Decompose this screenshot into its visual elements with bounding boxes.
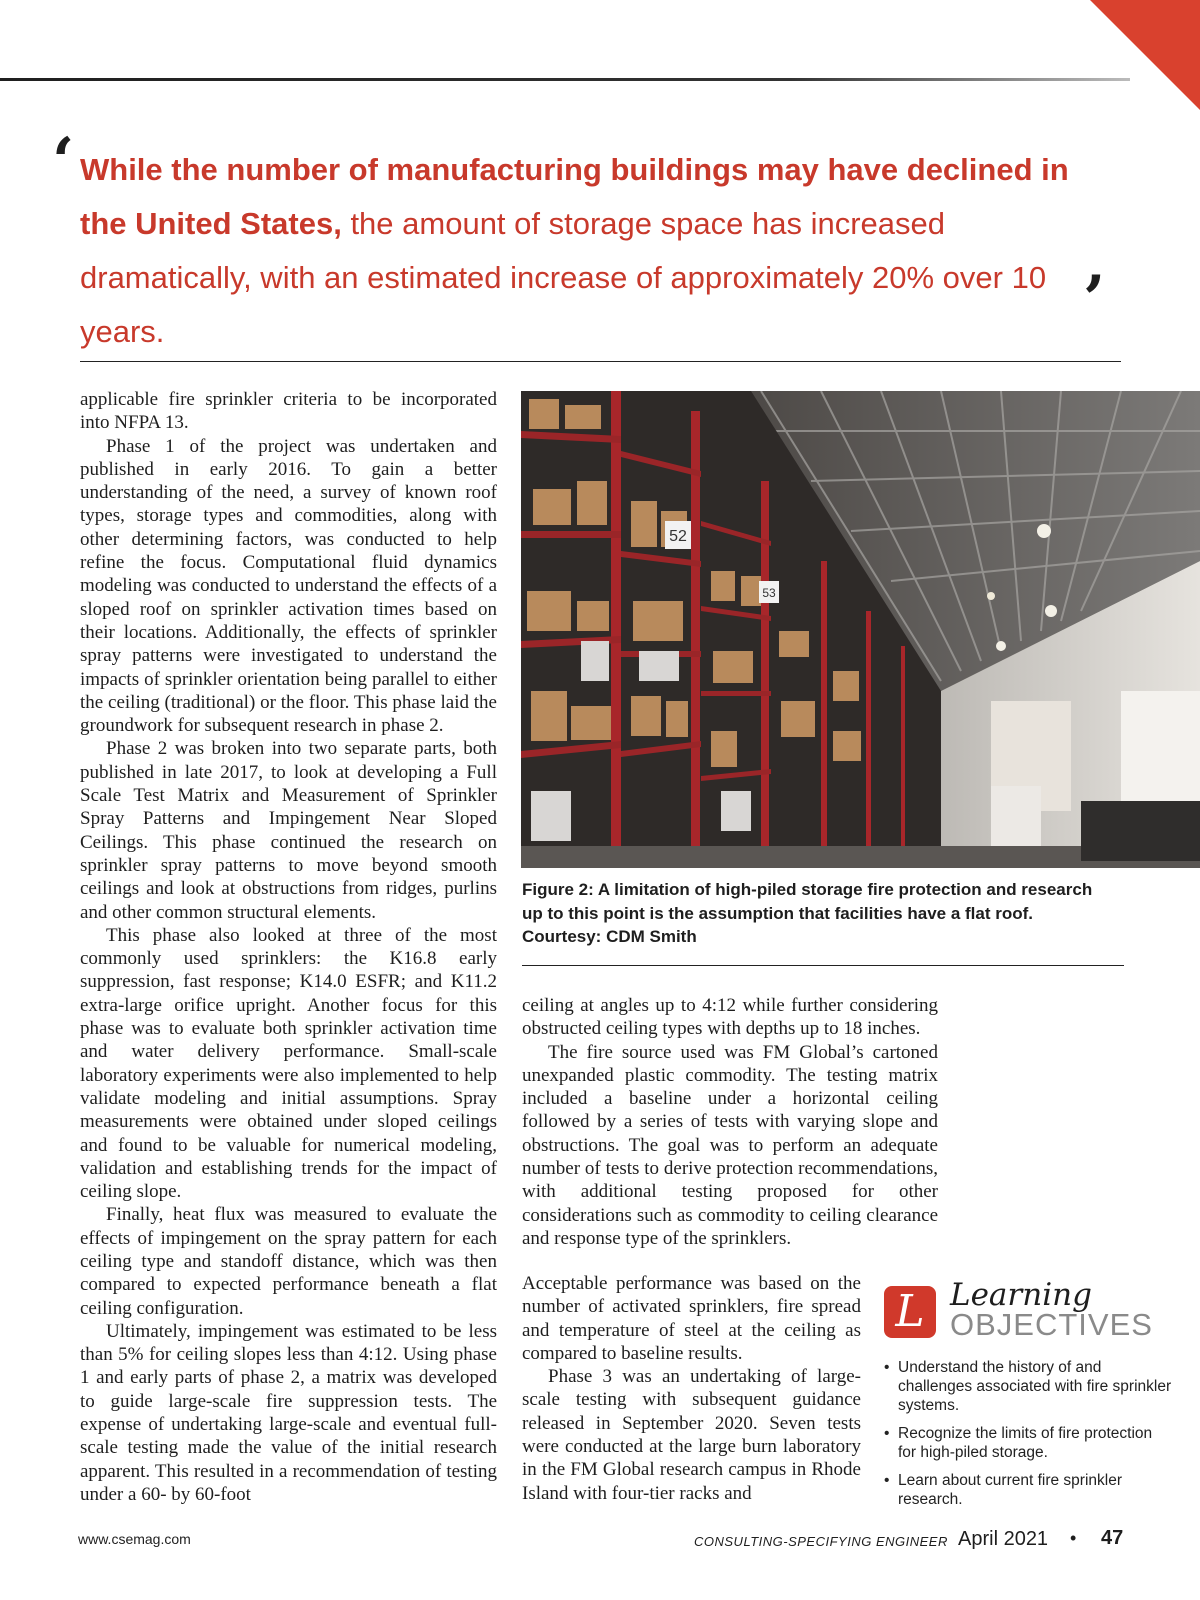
- learning-objectives-badge-icon: L: [884, 1286, 936, 1338]
- corner-accent-triangle: [1090, 0, 1200, 110]
- pull-quote-bold: While the number of manufacturing buildings may have declined in the United States,: [80, 152, 1069, 241]
- list-item: • Recognize the limits of fire protection for high-piled storage.: [884, 1424, 1174, 1462]
- footer-magazine-name: CONSULTING-SPECIFYING ENGINEER: [694, 1534, 948, 1549]
- section-rule: [80, 361, 1121, 362]
- paragraph: Acceptable performance was based on the number of activated sprinklers, fire spread and temperature of steel at the ceiling as compared to baseline results.: [522, 1273, 861, 1364]
- list-item: • Learn about current fire sprinkler research.: [884, 1471, 1174, 1509]
- close-quote-icon: ’: [1083, 262, 1106, 337]
- figure-caption: Figure 2: A limitation of high-piled storage fire protection and research up to this point is the assumption that facilities have a flat roof. Courtesy: CDM Smith: [522, 880, 1093, 946]
- paragraph: applicable fire sprinkler criteria to be incorporated into NFPA 13.: [80, 389, 497, 434]
- footer-separator: •: [1070, 1528, 1077, 1548]
- open-quote-icon: ‘: [52, 124, 75, 199]
- warehouse-photo-illustration: [521, 391, 1200, 868]
- warehouse-photo: [521, 391, 1200, 868]
- learning-objectives-list: [884, 1358, 1174, 1518]
- paragraph: The fire source used was FM Global’s cartoned unexpanded plastic commodity. The testing matrix included a baseline under a horizontal ceiling followed by a series of tests with varying slope and obstructions. The goal was to perform an adequate number of tests to derive protection recommendations, with additional testing proposed for other considerations such as commodity to ceiling clearance and response type of the sprinklers.: [522, 1041, 938, 1249]
- body-column-left: [80, 388, 497, 1506]
- rack-label: 52: [669, 528, 687, 545]
- pull-quote: [80, 143, 1120, 359]
- pull-quote-rest: the amount of storage space has increased dramatically, with an estimated increase of approximately 20% over 10 years.: [80, 206, 1047, 349]
- paragraph: Finally, heat flux was measured to evaluate the effects of impingement on the spray pattern for each ceiling type and standoff distance, which was then compared to expected performance beneath a flat ceiling configuration.: [80, 1204, 497, 1319]
- learning-objectives-title-caps: OBJECTIVES: [950, 1307, 1153, 1342]
- learning-objectives-title-script: Learning: [950, 1277, 1092, 1313]
- paragraph: Phase 1 of the project was undertaken and published in early 2016. To gain a better understanding of the need, a survey of known roof types, storage types and commodities, along with other determining factors, was conducted to help refine the focus. Computational fluid dynamics modeling was conducted to understand the effects of a sloped roof on sprinkler activation times based on their locations. Additionally, the effects of sprinkler spray patterns were investigated to understand the impacts of sprinkler orientation being parallel to either the ceiling (traditional) or the floor. This phase laid the groundwork for subsequent research in phase 2.: [80, 435, 497, 737]
- paragraph: Phase 3 was an undertaking of large-scale testing with subsequent guidance released in September 2020. Seven tests were conducted at the large burn laboratory in the FM Global research campus in Rhode Island with four-tier racks and: [522, 1366, 861, 1504]
- footer-url: www.csemag.com: [78, 1531, 191, 1547]
- rack-label: 53: [762, 586, 776, 600]
- paragraph: Ultimately, impingement was estimated to be less than 5% for ceiling slopes less than 4:12. Using phase 1 and early parts of phase 2, a matrix was developed to guide large-scale fire suppression tests. The expense of undertaking large-scale and eventual full-scale testing made the value of the initial research apparent. This resulted in a recommendation of testing under a 60- by 60-foot: [80, 1320, 497, 1505]
- caption-rule: [522, 965, 1124, 966]
- learning-objectives-box: [884, 1277, 1184, 1513]
- page-number: 47: [1101, 1527, 1124, 1549]
- footer-date: April 2021: [958, 1528, 1049, 1550]
- list-item: • Understand the history of and challenges associated with fire sprinkler systems.: [884, 1358, 1174, 1415]
- header-rule: [0, 78, 1130, 81]
- paragraph: Phase 2 was broken into two separate parts, both published in late 2017, to look at developing a Full Scale Test Matrix and Measurement of Sprinkler Spray Patterns and Impingement Near Sloped Ceilings. This phase continued the research on sprinkler spray patterns to move beyond smooth ceilings and look at obstructions from ridges, purlins and other common structural elements.: [80, 738, 497, 923]
- paragraph: This phase also looked at three of the most commonly used sprinklers: the K16.8 early suppression, fast response; K14.0 ESFR; and K11.2 extra-large orifice upright. Another focus for this phase was to evaluate both sprinkler activation time and water delivery performance. Small-scale laboratory experiments were also implemented to help validate modeling and initial assumptions. Spray measurements were obtained under sloped ceilings and found to be valuable for numerical modeling, validation and establishing trends for the impact of ceiling slope.: [80, 924, 497, 1203]
- body-column-middle-top: [522, 994, 938, 1250]
- body-column-middle-bottom: [522, 1272, 861, 1505]
- paragraph: ceiling at angles up to 4:12 while further considering obstructed ceiling types with depths up to 18 inches.: [522, 995, 938, 1040]
